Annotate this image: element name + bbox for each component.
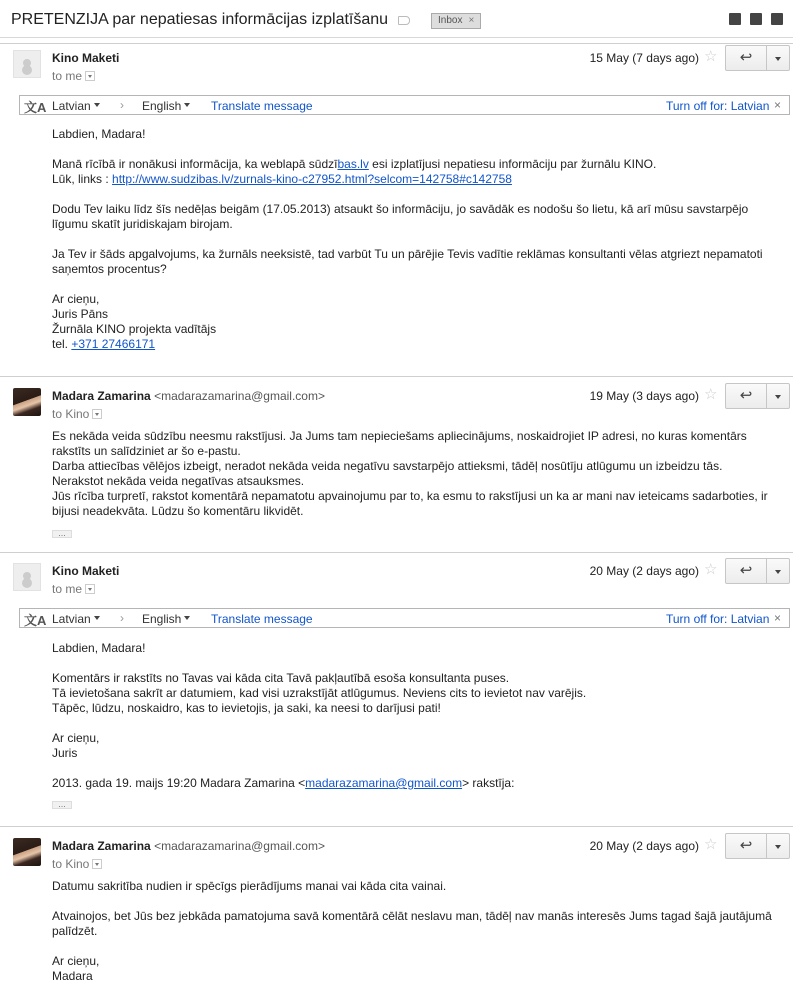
- close-icon[interactable]: ×: [774, 98, 782, 112]
- signature-line: Juris: [52, 746, 78, 760]
- text: esi izplatījusi nepatiesu informāciju par žurnālu KINO.: [368, 157, 657, 171]
- turn-off-translate-link[interactable]: Turn off for: Latvian: [666, 99, 770, 113]
- more-options-button[interactable]: [766, 833, 790, 859]
- link[interactable]: bas.lv: [337, 157, 369, 171]
- message-separator: [0, 43, 793, 44]
- reply-icon: ↩: [739, 837, 753, 854]
- link[interactable]: http://www.sudzibas.lv/zurnals-kino-c27952.html?selcom=142758#c142758: [112, 172, 512, 186]
- email-link[interactable]: madarazamarina@gmail.com: [305, 776, 463, 790]
- inbox-label[interactable]: [431, 13, 481, 29]
- paragraph: Datumu sakritība nudien ir spēcīgs pierādījums manai vai kāda cita vainai.: [52, 879, 447, 893]
- sender-name[interactable]: [52, 839, 325, 853]
- paragraph: Jūs rīcība turpretī, rakstot komentārā nepamatotu apvainojumu par to, ka esmu to rakstījusi un ka ar mani nav ieteicams sadarboties, ir bijusi neadekvāta. Lūdzu šo komentāru likvidēt.: [52, 489, 768, 518]
- recipient-line[interactable]: [52, 857, 102, 871]
- phone-link[interactable]: +371 27466171: [71, 337, 156, 351]
- show-trimmed-content-button[interactable]: ...: [52, 530, 72, 538]
- message-body: [52, 429, 787, 519]
- recipient-text: to Kino: [52, 407, 90, 421]
- paragraph: Nerakstot nekāda veida negatīvas atsauksmes.: [52, 474, 305, 488]
- chevron-down-icon: [184, 616, 190, 620]
- thread-subject: PRETENZIJA par nepatiesas informācijas izplatīšanu: [11, 11, 389, 28]
- message-separator: [0, 376, 793, 377]
- more-options-button[interactable]: [766, 45, 790, 71]
- translate-message-link[interactable]: Translate message: [211, 99, 313, 113]
- star-icon[interactable]: ☆: [704, 836, 718, 853]
- greeting: Labdien, Madara!: [52, 641, 146, 655]
- text: tel.: [52, 337, 72, 351]
- sender-email: <madarazamarina@gmail.com>: [154, 389, 325, 403]
- text: Lūk, links :: [52, 172, 113, 186]
- target-language-label: English: [142, 612, 182, 626]
- paragraph: Tā ievietošana sakrīt ar datumiem, kad visi uzrakstījāt atlūgumus. Neviens cits to ievietot nav varējis.: [52, 686, 587, 700]
- source-language-select[interactable]: [52, 612, 100, 626]
- signature-line: Juris Pāns: [52, 307, 109, 321]
- sender-email: <madarazamarina@gmail.com>: [154, 839, 325, 853]
- recipient-text: to me: [52, 582, 83, 596]
- show-trimmed-content-button[interactable]: ...: [52, 801, 72, 809]
- recipient-text: to me: [52, 69, 83, 83]
- archive-icon[interactable]: [729, 13, 741, 25]
- message-separator: [0, 826, 793, 827]
- more-options-button[interactable]: [766, 383, 790, 409]
- reply-button[interactable]: [725, 833, 767, 859]
- sender-name[interactable]: [52, 564, 119, 578]
- details-dropdown-icon[interactable]: [85, 71, 95, 81]
- avatar: [13, 838, 41, 866]
- signature-line: Ar cieņu,: [52, 731, 100, 745]
- paragraph: Atvainojos, bet Jūs bez jebkāda pamatojuma savā komentārā cēlāt neslavu man, tādēļ nav manās interesēs Jums tagad šajā jautājumā palīdzēt.: [52, 909, 772, 938]
- recipient-line[interactable]: [52, 407, 102, 421]
- signature-line: Ar cieņu,: [52, 954, 100, 968]
- paragraph: Tāpēc, lūdzu, noskaidro, kas to ievietojis, ja saki, ka neesi to darījusi pati!: [52, 701, 441, 715]
- paragraph: Dodu Tev laiku līdz šīs nedēļas beigām (17.05.2013) atsaukt šo informāciju, jo savādāk es nodošu šo lietu, kā arī mūsu savstarpējo līgumu skatīt juridiskajam birojam.: [52, 202, 749, 231]
- new-window-icon[interactable]: [771, 13, 783, 25]
- message-date: 20 May (2 days ago): [589, 564, 699, 578]
- translate-icon: 文A: [24, 100, 47, 115]
- paragraph: Darba attiecības vēlējos izbeigt, neradot nekāda veida negatīvu savstarpējo attieksmi, tādēļ nosūtīju atlūgumu un izbeidzu tās.: [52, 459, 723, 473]
- message-date: 19 May (3 days ago): [589, 389, 699, 403]
- greeting: Labdien, Madara!: [52, 127, 146, 141]
- close-icon[interactable]: ×: [774, 611, 782, 625]
- target-language-select[interactable]: [142, 99, 190, 113]
- star-icon[interactable]: ☆: [704, 386, 718, 403]
- sender-name-text: Madara Zamarina: [52, 389, 151, 403]
- sender-name[interactable]: [52, 389, 325, 403]
- reply-icon: ↩: [739, 387, 753, 404]
- reply-icon: ↩: [739, 49, 753, 66]
- star-icon[interactable]: ☆: [704, 561, 718, 578]
- details-dropdown-icon[interactable]: [92, 859, 102, 869]
- translate-bar: [19, 608, 790, 628]
- text: > rakstīja:: [462, 776, 515, 790]
- thread-actions: [729, 13, 783, 25]
- recipient-text: to Kino: [52, 857, 90, 871]
- paragraph: [52, 157, 787, 187]
- print-icon[interactable]: [750, 13, 762, 25]
- message-date: 20 May (2 days ago): [589, 839, 699, 853]
- sender-name[interactable]: [52, 51, 119, 65]
- star-icon[interactable]: ☆: [704, 48, 718, 65]
- reply-button[interactable]: [725, 383, 767, 409]
- sender-name-text: Kino Maketi: [52, 564, 120, 578]
- chevron-right-icon: ›: [120, 98, 124, 112]
- paragraph: Komentārs ir rakstīts no Tavas vai kāda cita Tavā pakļautībā esoša konsultanta puses.: [52, 671, 510, 685]
- reply-icon: ↩: [739, 562, 753, 579]
- remove-label-icon[interactable]: ×: [468, 15, 475, 26]
- avatar: [13, 388, 41, 416]
- signature-phone: [52, 337, 787, 352]
- message-body: [52, 879, 787, 984]
- label-tag-icon[interactable]: [398, 16, 410, 25]
- reply-button[interactable]: [725, 558, 767, 584]
- translate-bar: [19, 95, 790, 115]
- quote-header: [52, 776, 787, 791]
- avatar: [13, 563, 41, 591]
- message-body: [52, 641, 787, 791]
- source-language-label: Latvian: [52, 612, 91, 626]
- reply-button[interactable]: [725, 45, 767, 71]
- target-language-label: English: [142, 99, 182, 113]
- chevron-right-icon: ›: [120, 611, 124, 625]
- avatar: [13, 50, 41, 78]
- paragraph: Ja Tev ir šāds apgalvojums, ka žurnāls neeksistē, tad varbūt Tu un pārējie Tevis vadītie reklāmas konsultanti vēlas atgriezt nepamatoti saņemtos procentus?: [52, 247, 763, 276]
- translate-icon: 文A: [24, 613, 47, 628]
- message-body: [52, 127, 787, 352]
- source-language-label: Latvian: [52, 99, 91, 113]
- signature-line: Madara: [52, 969, 93, 983]
- recipient-line[interactable]: [52, 582, 95, 596]
- sender-name-text: Madara Zamarina: [52, 839, 151, 853]
- paragraph: Es nekāda veida sūdzību neesmu rakstījusi. Ja Jums tam nepieciešams apliecinājums, noskaidrojiet IP adresi, no kuras komentārs rakstīts un salīdziniet ar šo e-pastu.: [52, 429, 747, 458]
- source-language-select[interactable]: [52, 99, 100, 113]
- signature-line: Ar cieņu,: [52, 292, 100, 306]
- message-date: 15 May (7 days ago): [589, 51, 699, 65]
- translate-message-link[interactable]: Translate message: [211, 612, 313, 626]
- signature-line: Žurnāla KINO projekta vadītājs: [52, 322, 217, 336]
- chevron-down-icon: [94, 103, 100, 107]
- message-separator: [0, 552, 793, 553]
- details-dropdown-icon[interactable]: [92, 409, 102, 419]
- target-language-select[interactable]: [142, 612, 190, 626]
- recipient-line[interactable]: [52, 69, 95, 83]
- details-dropdown-icon[interactable]: [85, 584, 95, 594]
- text: Manā rīcībā ir nonākusi informācija, ka weblapā sūdzī: [52, 157, 338, 171]
- thread-header: [0, 0, 793, 38]
- more-options-button[interactable]: [766, 558, 790, 584]
- turn-off-translate-link[interactable]: Turn off for: Latvian: [666, 612, 770, 626]
- chevron-down-icon: [184, 103, 190, 107]
- inbox-label-text: Inbox: [438, 15, 463, 26]
- chevron-down-icon: [94, 616, 100, 620]
- sender-name-text: Kino Maketi: [52, 51, 120, 65]
- text: 2013. gada 19. maijs 19:20 Madara Zamarina <: [52, 776, 306, 790]
